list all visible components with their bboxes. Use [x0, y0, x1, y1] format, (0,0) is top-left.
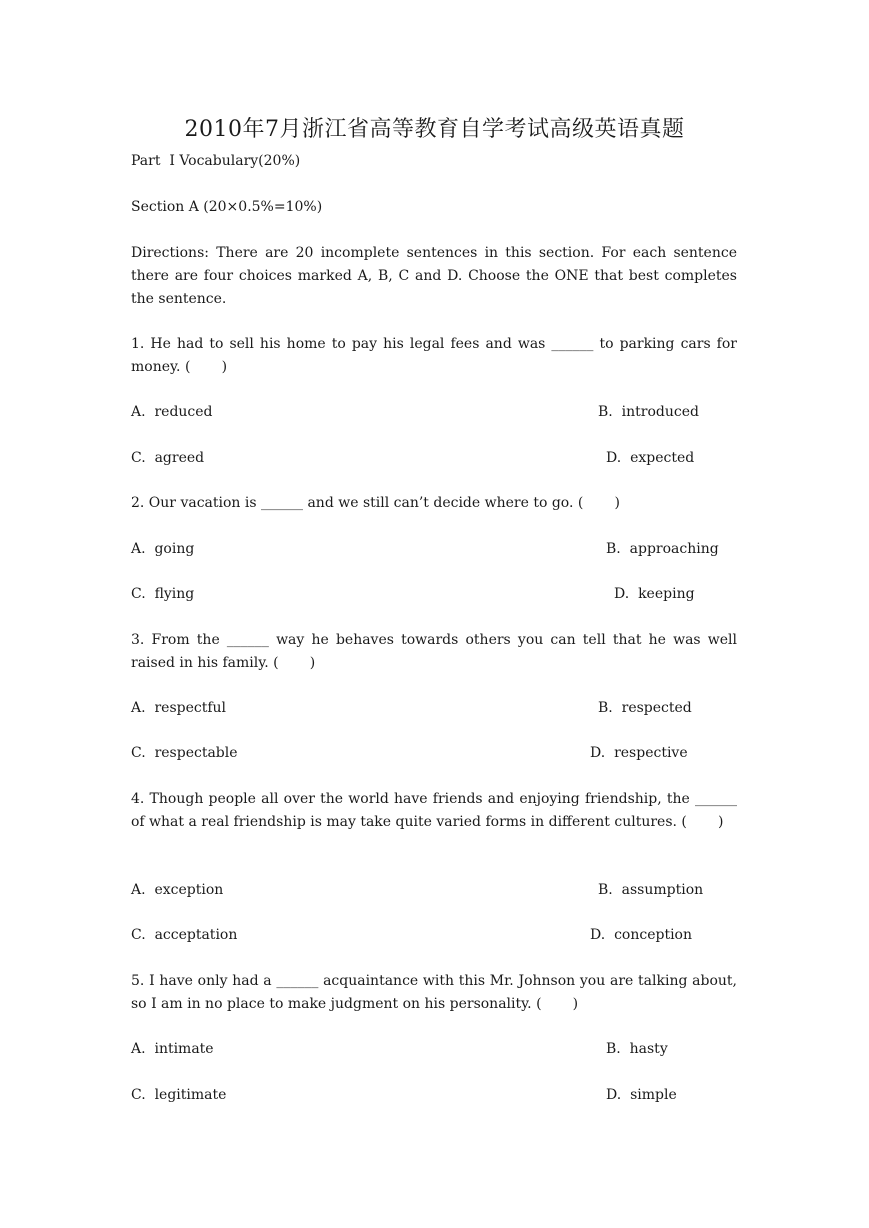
question-4-stem: 4. Though people all over the world have friends and enjoying friendship, the ______ of what a real friendship is may take quite varied forms in different cultures. ( )	[131, 791, 742, 830]
question-3-stem: 3. From the ______ way he behaves towards others you can tell that he was well raised in his family. ( )	[131, 632, 742, 671]
question-2-option-a: A. going	[131, 541, 195, 557]
question-4-option-a: A. exception	[131, 882, 224, 898]
question-2-stem: 2. Our vacation is ______ and we still can’t decide where to go. ( )	[131, 495, 620, 511]
question-3-option-d: D. respective	[590, 745, 688, 761]
question-1-option-a: A. reduced	[131, 404, 213, 420]
question-5-option-c: C. legitimate	[131, 1087, 227, 1103]
question-4-option-b: B. assumption	[598, 882, 704, 898]
question-1-option-d: D. expected	[606, 450, 695, 466]
question-5-option-a: A. intimate	[131, 1041, 214, 1057]
question-2-option-c: C. flying	[131, 586, 195, 602]
question-5-stem: 5. I have only had a ______ acquaintance with this Mr. Johnson you are talking about, so I am in no place to make judgment on his personality. ( )	[131, 973, 742, 1012]
part-heading: Part Ⅰ Vocabulary(20%)	[131, 153, 301, 169]
question-1-stem: 1. He had to sell his home to pay his legal fees and was ______ to parking cars for money. ( )	[131, 336, 742, 375]
question-3-option-c: C. respectable	[131, 745, 238, 761]
question-5-option-b: B. hasty	[606, 1041, 668, 1057]
directions: Directions: There are 20 incomplete sentences in this section. For each sentence there are four choices marked A, B, C and D. Choose the ONE that best completes the sentence.	[131, 245, 742, 307]
question-4-option-c: C. acceptation	[131, 927, 238, 943]
question-1-option-c: C. agreed	[131, 450, 205, 466]
question-3-option-a: A. respectful	[131, 700, 227, 716]
question-2-option-d: D. keeping	[614, 586, 695, 602]
question-4-option-d: D. conception	[590, 927, 692, 943]
page-title: 2010年7月浙江省高等教育自学考试高级英语真题	[184, 117, 685, 142]
question-2-option-b: B. approaching	[606, 541, 719, 557]
question-3-option-b: B. respected	[598, 700, 692, 716]
question-5-option-d: D. simple	[606, 1087, 677, 1103]
section-heading: Section A (20×0.5%=10%)	[131, 199, 323, 215]
question-1-option-b: B. introduced	[598, 404, 699, 420]
